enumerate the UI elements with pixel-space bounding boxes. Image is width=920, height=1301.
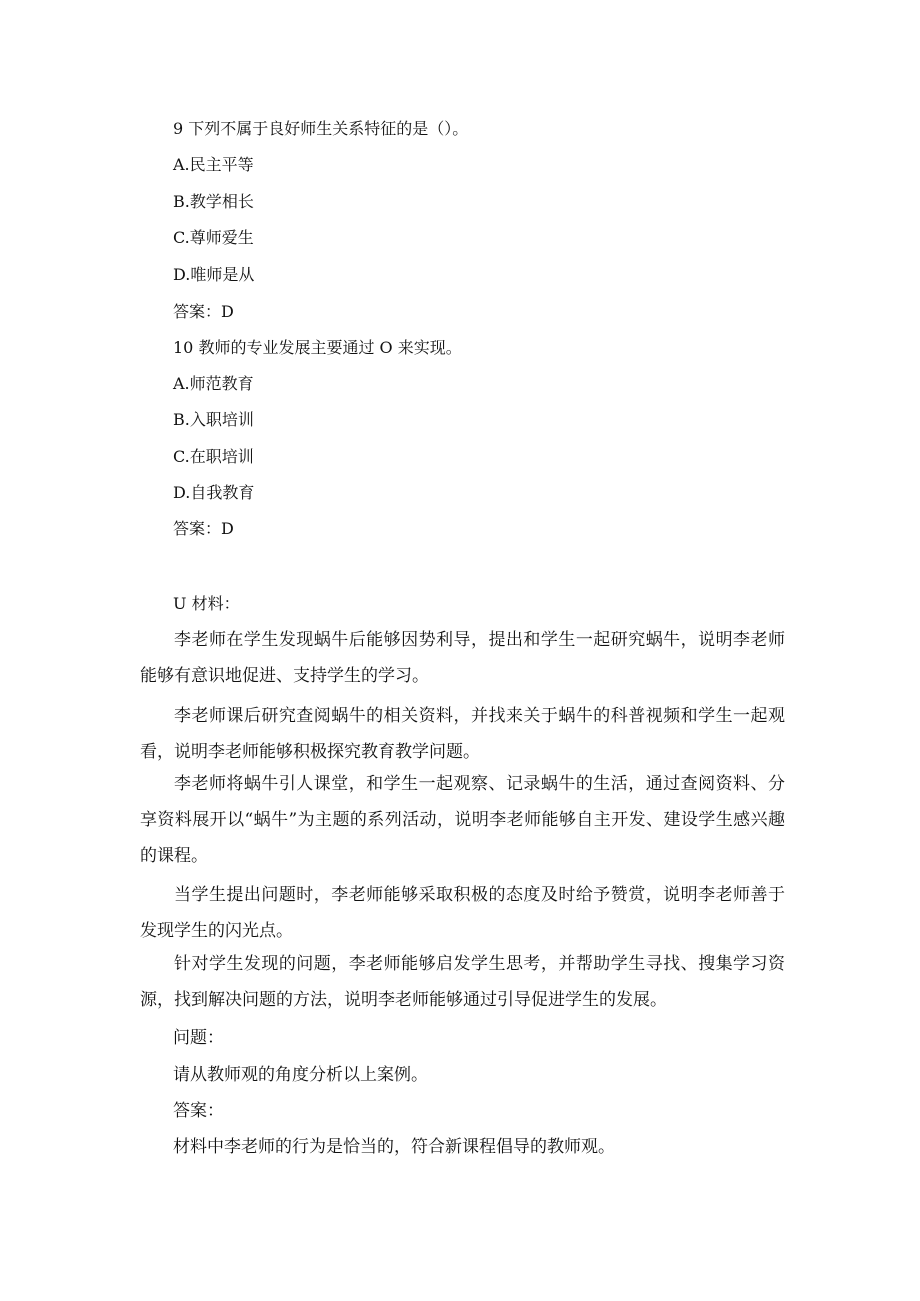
answer-text: 材料中李老师的行为是恰当的，符合新课程倡导的教师观。 bbox=[173, 1137, 615, 1157]
question-9-option-c: C.尊师爱生 bbox=[173, 228, 254, 247]
question-9-option-d: D.唯师是从 bbox=[173, 265, 255, 284]
question-10-option-b: B.入职培训 bbox=[173, 410, 254, 429]
material-paragraph-3: 李老师将蜗牛引人课堂，和学生一起观察、记录蜗牛的生活，通过查阅资料、分享资料展开以“蜗牛”为主题的系列活动，说明李老师能够自主开发、建设学生感兴趣的课程。 bbox=[140, 774, 785, 866]
material-paragraph-5: 针对学生发现的问题，李老师能够启发学生思考，并帮助学生寻找、搜集学习资源，找到解决问题的方法，说明李老师能够通过引导促进学生的发展。 bbox=[140, 954, 785, 1010]
material-paragraph-1: 李老师在学生发现蜗牛后能够因势利导，提出和学生一起研究蜗牛，说明李老师能够有意识地促进、支持学生的学习。 bbox=[140, 630, 785, 686]
question-9-stem: 9 下列不属于良好师生关系特征的是（）。 bbox=[173, 119, 469, 138]
question-9-answer: 答案：D bbox=[173, 302, 234, 321]
question-10-stem: 10 教师的专业发展主要通过 O 来实现。 bbox=[173, 338, 462, 357]
question-9-option-b: B.教学相长 bbox=[173, 192, 254, 211]
question-label: 问题： bbox=[173, 1028, 224, 1048]
material-paragraph-2: 李老师课后研究查阅蜗牛的相关资料，并找来关于蜗牛的科普视频和学生一起观看，说明李老师能够积极探究教育教学问题。 bbox=[140, 706, 785, 762]
answer-label: 答案： bbox=[173, 1101, 224, 1121]
material-paragraph-4: 当学生提出问题时，李老师能够采取积极的态度及时给予赞赏，说明李老师善于发现学生的闪光点。 bbox=[140, 885, 785, 941]
question-text: 请从教师观的角度分析以上案例。 bbox=[173, 1065, 428, 1085]
question-10-answer: 答案：D bbox=[173, 519, 234, 538]
question-10-option-a: A.师范教育 bbox=[173, 374, 254, 393]
question-9-option-a: A.民主平等 bbox=[173, 155, 254, 174]
question-10-option-c: C.在职培训 bbox=[173, 447, 254, 466]
material-heading: U 材料： bbox=[173, 594, 240, 613]
question-10-option-d: D.自我教育 bbox=[173, 483, 255, 502]
